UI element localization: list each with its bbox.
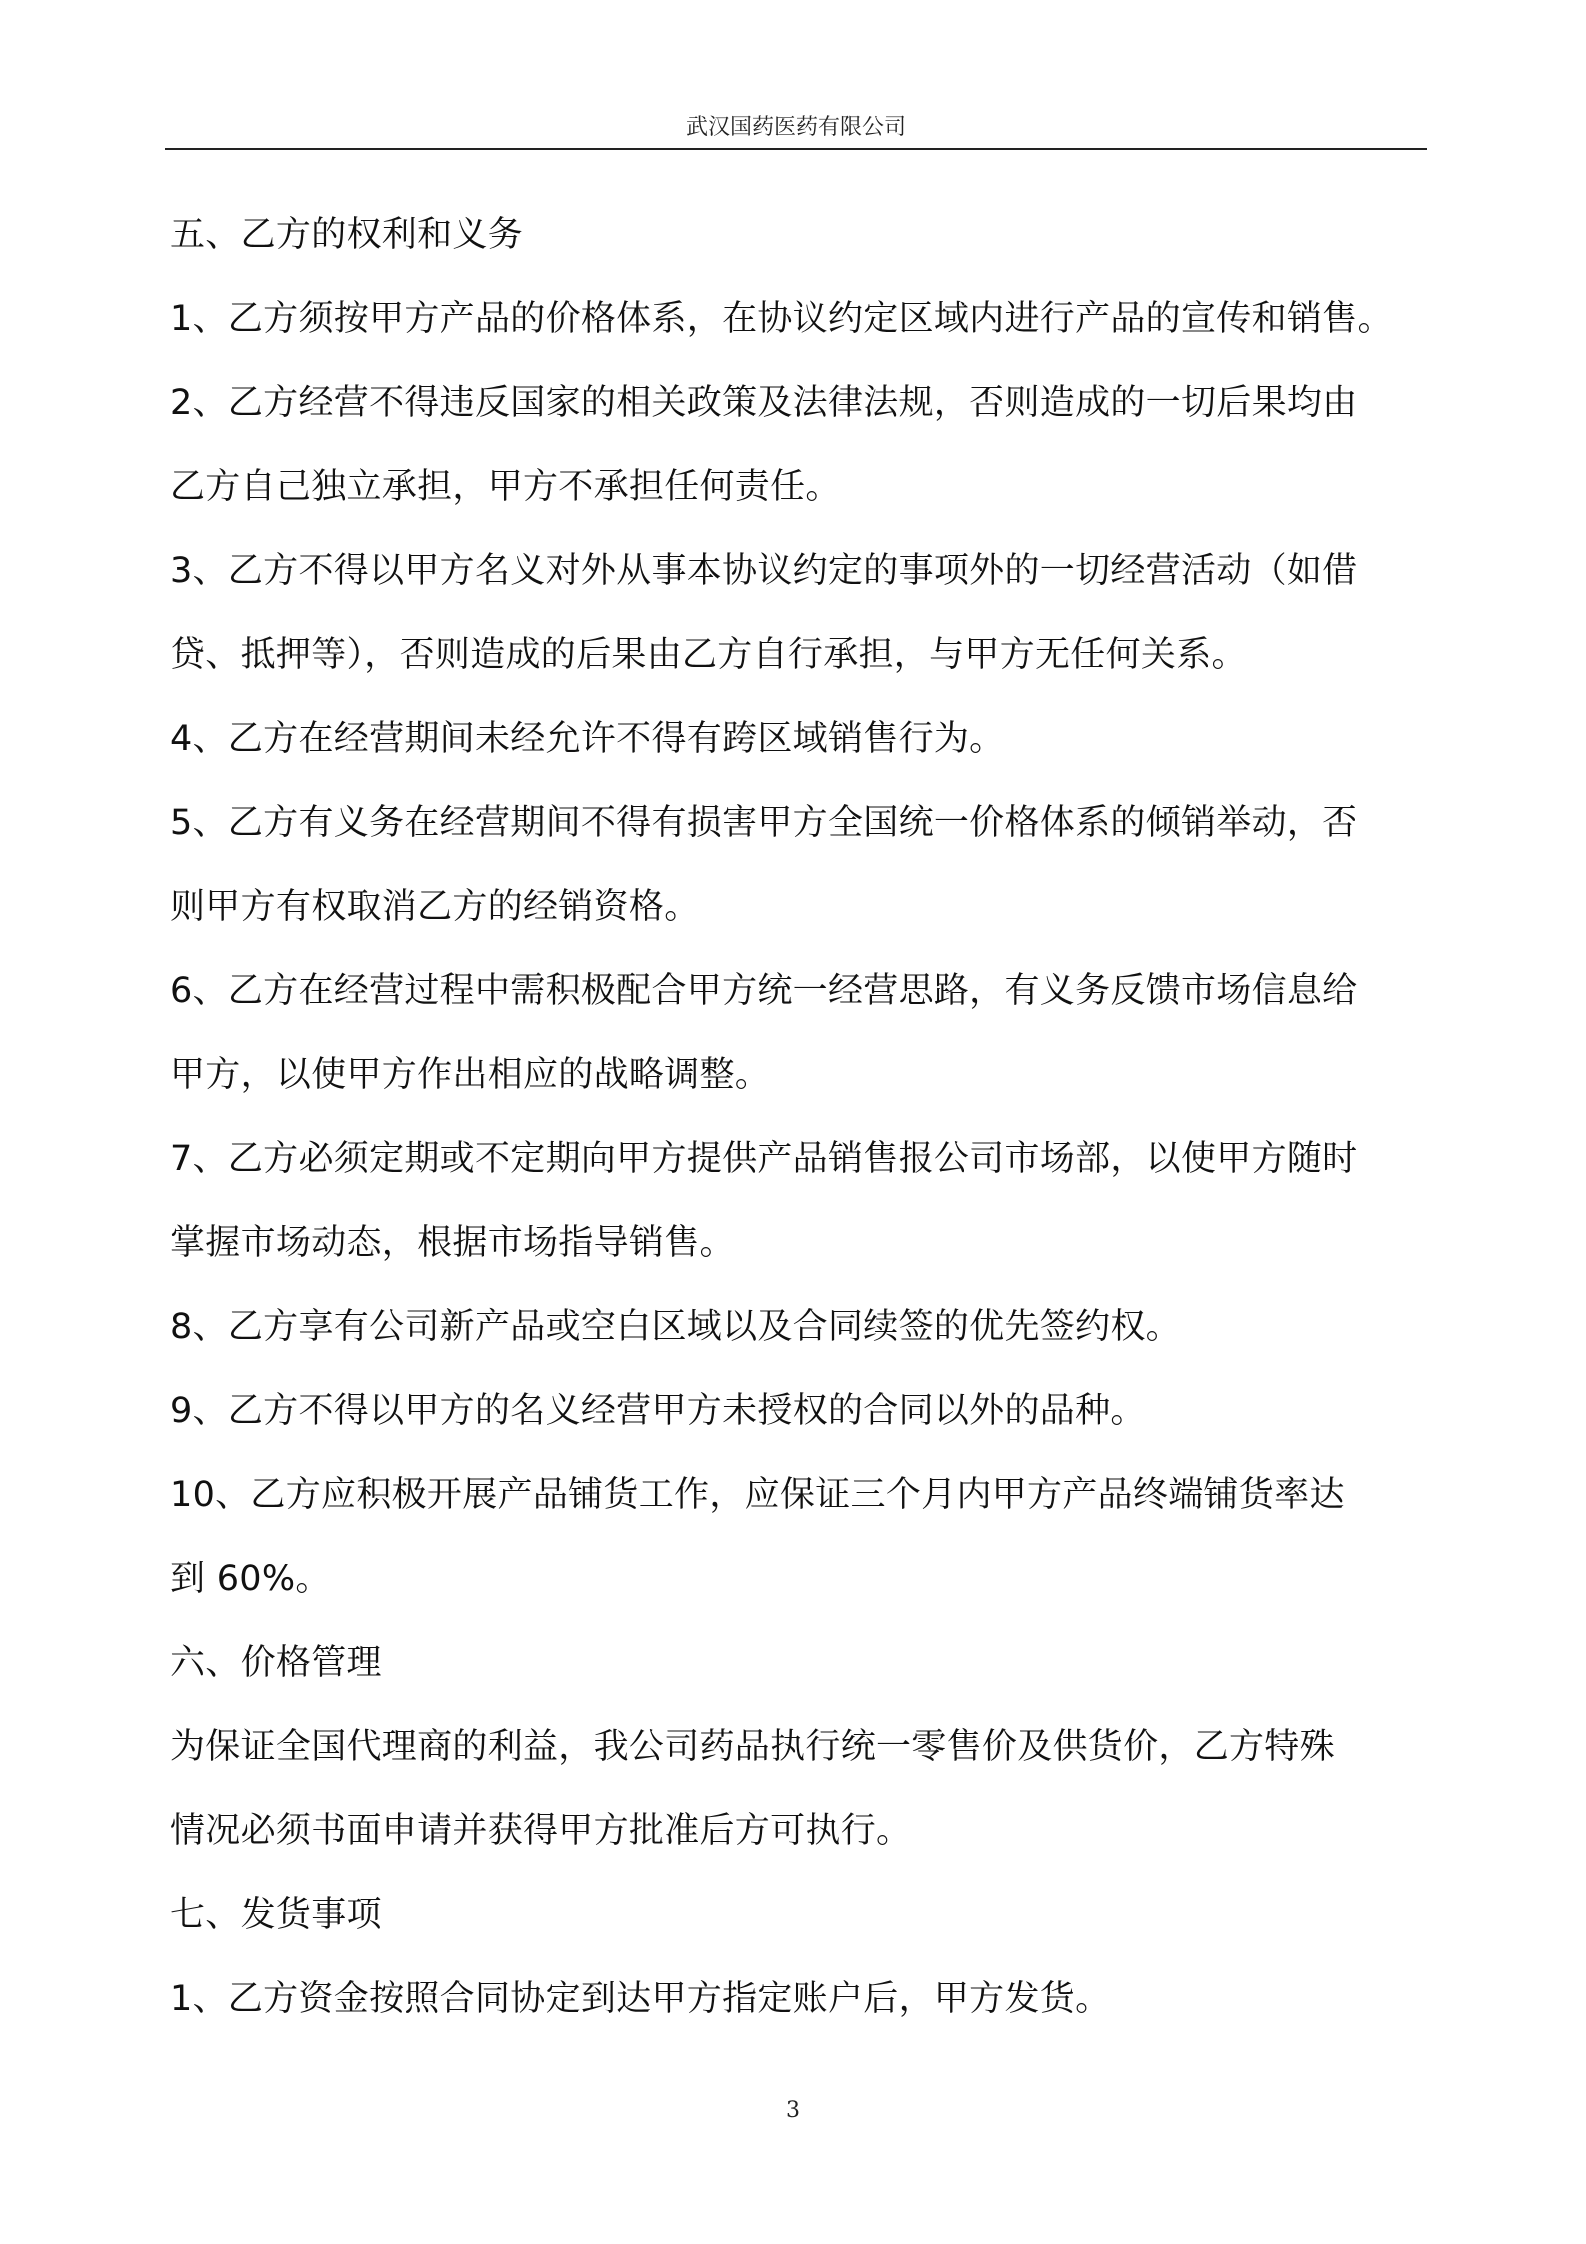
- clause-6-line-1: 为保证全国代理商的利益，我公司药品执行统一零售价及供货价，乙方特殊: [170, 1727, 1335, 1767]
- clause-5-10-line-2: 到 60%。: [170, 1559, 331, 1599]
- section-title-5: 五、乙方的权利和义务: [170, 215, 524, 255]
- clause-5-5-line-1: 5、乙方有义务在经营期间不得有损害甲方全国统一价格体系的倾销举动，否: [170, 803, 1358, 843]
- company-name: 武汉国药医药有限公司: [685, 115, 906, 140]
- clause-5-3-line-2: 贷、抵押等），否则造成的后果由乙方自行承担，与甲方无任何关系。: [170, 635, 1247, 675]
- clause-5-4: 4、乙方在经营期间未经允许不得有跨区域销售行为。: [170, 719, 1005, 759]
- clause-5-3-line-1: 3、乙方不得以甲方名义对外从事本协议约定的事项外的一切经营活动（如借: [170, 551, 1358, 591]
- clause-5-5-line-2: 则甲方有权取消乙方的经销资格。: [170, 887, 700, 927]
- clause-5-7-line-2: 掌握市场动态，根据市场指导销售。: [170, 1223, 735, 1263]
- clause-5-7-line-1: 7、乙方必须定期或不定期向甲方提供产品销售报公司市场部，以使甲方随时: [170, 1139, 1358, 1179]
- page-number: 3: [786, 2098, 800, 2123]
- section-title-7: 七、发货事项: [170, 1895, 382, 1935]
- clause-5-2-line-1: 2、乙方经营不得违反国家的相关政策及法律法规，否则造成的一切后果均由: [170, 383, 1358, 423]
- clause-5-6-line-1: 6、乙方在经营过程中需积极配合甲方统一经营思路，有义务反馈市场信息给: [170, 971, 1358, 1011]
- clause-5-6-line-2: 甲方，以使甲方作出相应的战略调整。: [170, 1055, 771, 1095]
- clause-6-line-2: 情况必须书面申请并获得甲方批准后方可执行。: [170, 1811, 912, 1851]
- clause-7-1: 1、乙方资金按照合同协定到达甲方指定账户后，甲方发货。: [170, 1979, 1111, 2019]
- clause-5-1: 1、乙方须按甲方产品的价格体系，在协议约定区域内进行产品的宣传和销售。: [170, 299, 1393, 339]
- clause-5-8: 8、乙方享有公司新产品或空白区域以及合同续签的优先签约权。: [170, 1307, 1181, 1347]
- clause-5-2-line-2: 乙方自己独立承担，甲方不承担任何责任。: [170, 467, 841, 507]
- section-title-6: 六、价格管理: [170, 1643, 382, 1683]
- page-header: [165, 108, 1427, 150]
- clause-5-10-line-1: 10、乙方应积极开展产品铺货工作，应保证三个月内甲方产品终端铺货率达: [170, 1475, 1345, 1515]
- clause-5-9: 9、乙方不得以甲方的名义经营甲方未授权的合同以外的品种。: [170, 1391, 1146, 1431]
- document-body: [170, 193, 1432, 2041]
